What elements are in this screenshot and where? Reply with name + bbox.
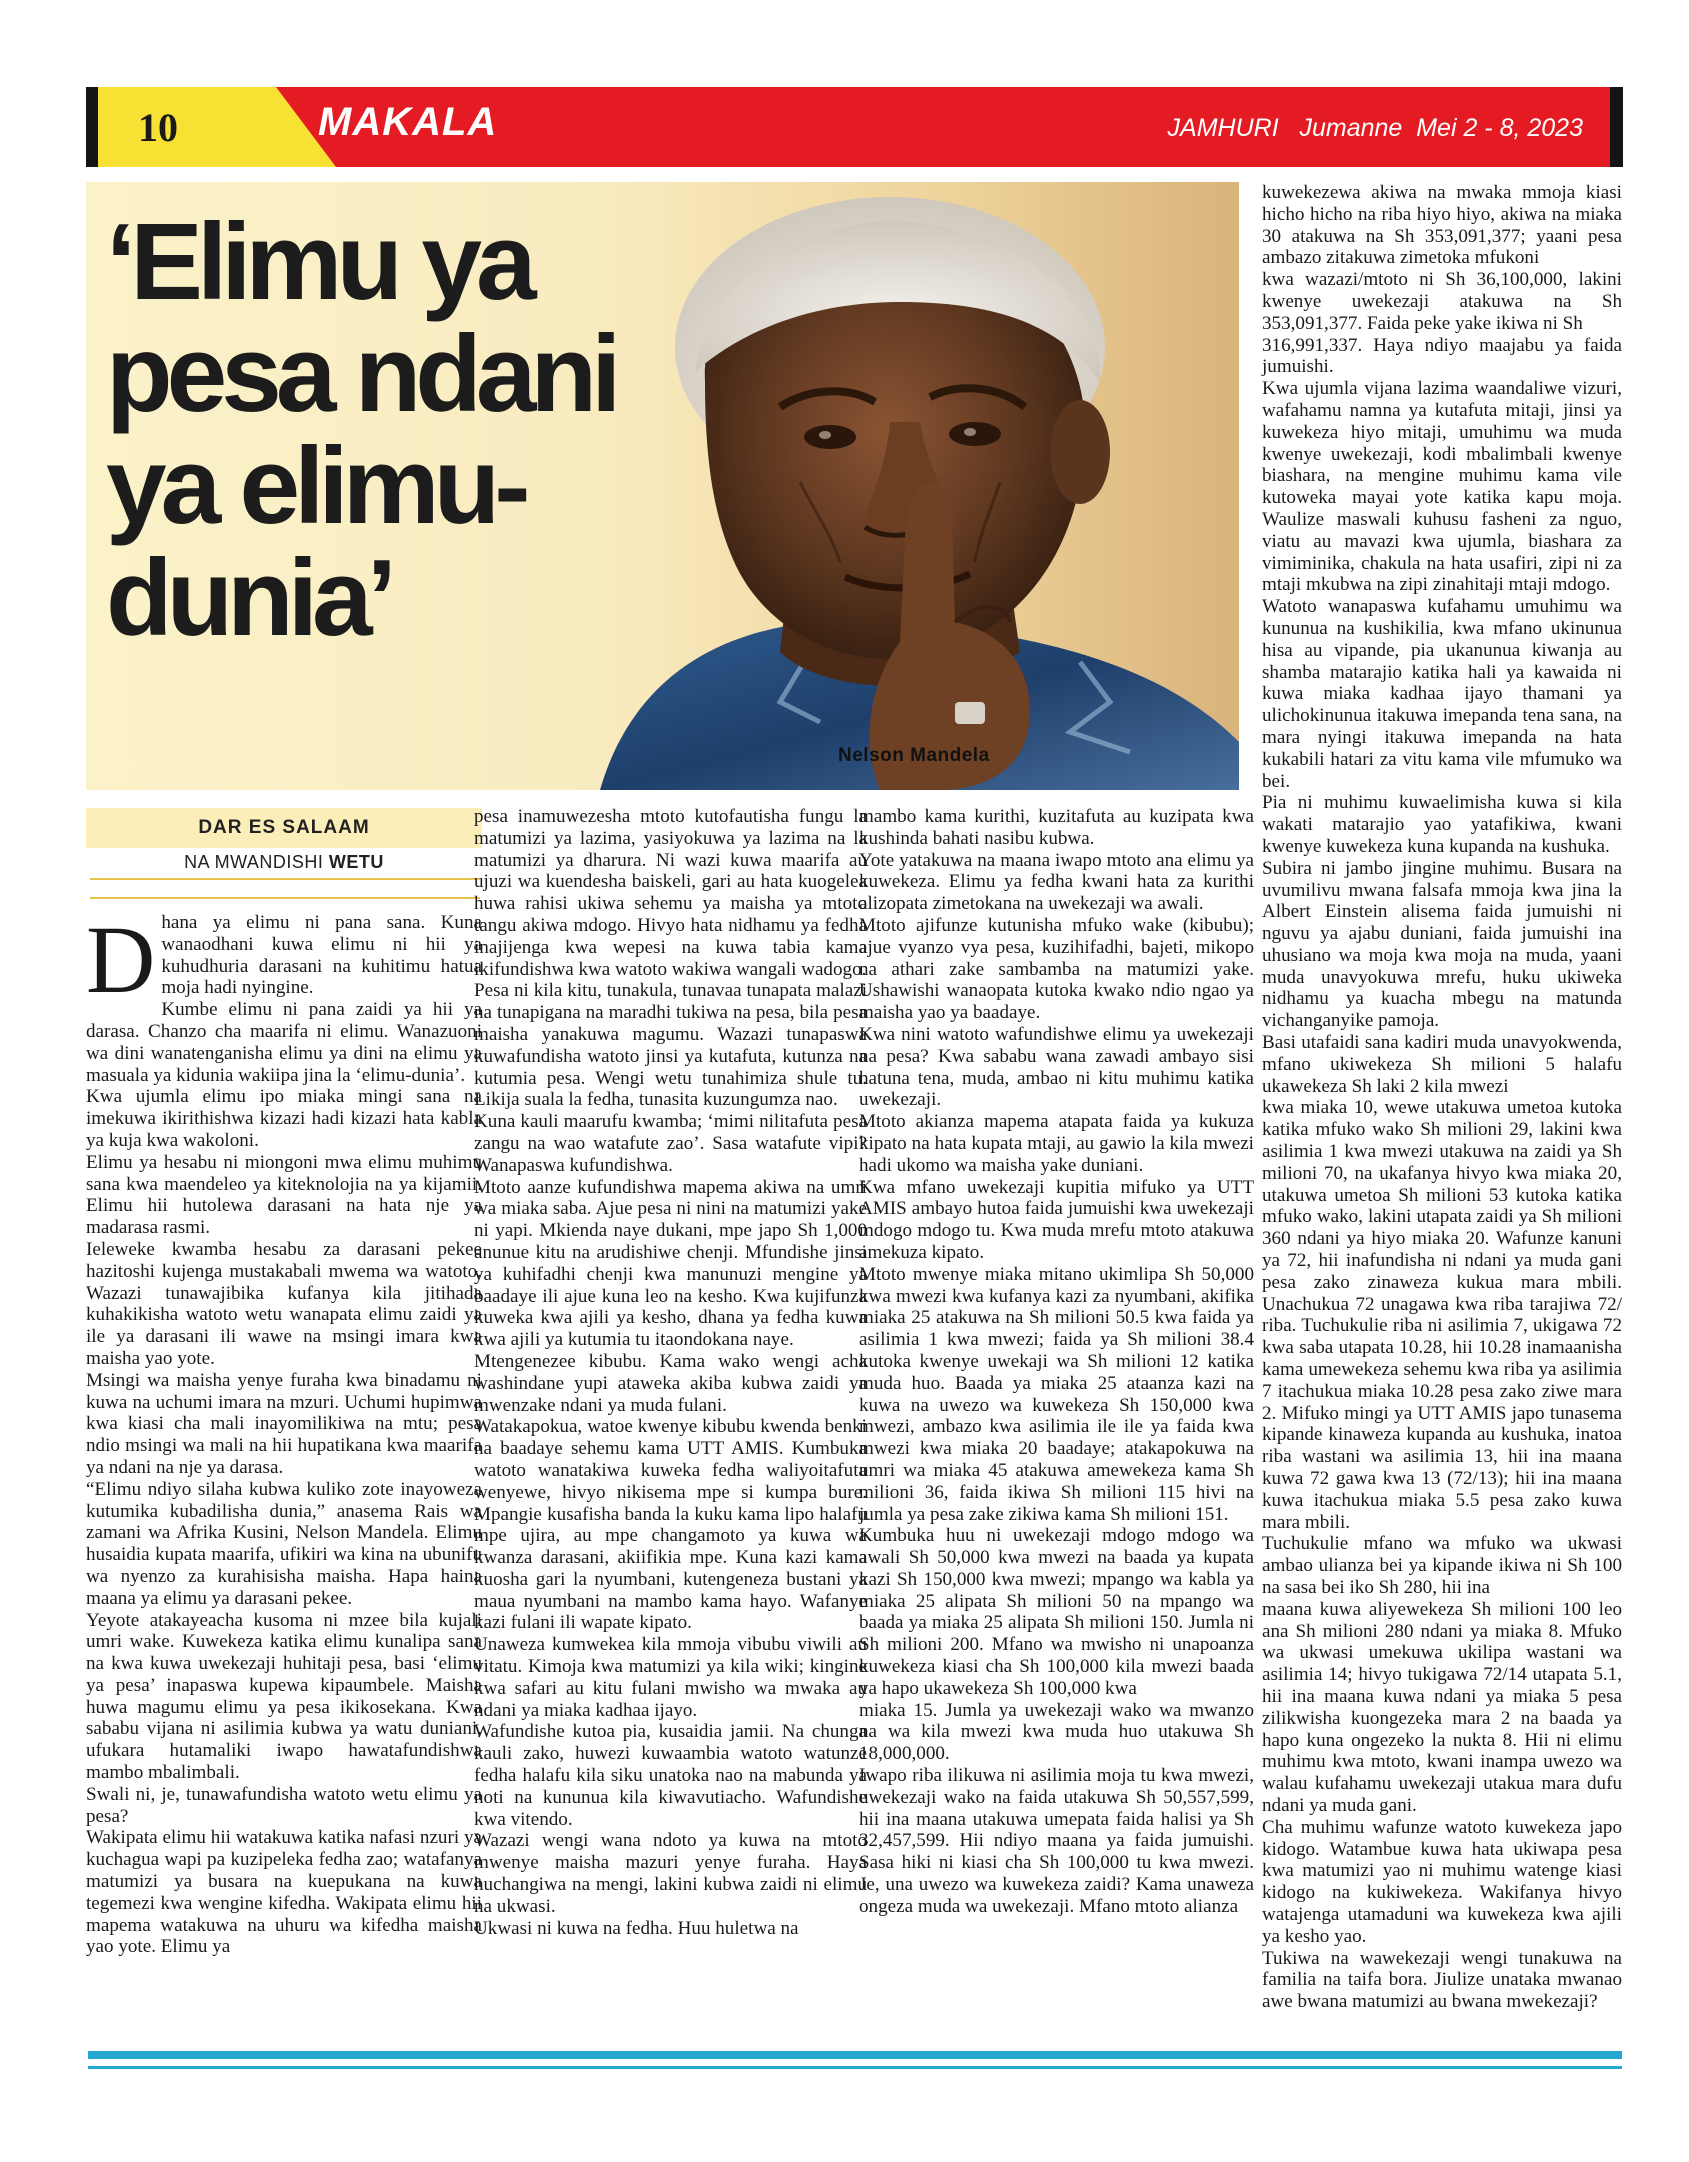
article-column-3: mambo kama kurithi, kuzitafuta au kuzipata kwa kushinda bahati nasibu kubwa. Yote yatakuwa na maana iwapo mtoto ana elimu ya kuwekeza. Elimu ya fedha kwani hata za kurithi alizopata zimetokana na uwekezaji wa awali. Mtoto ajifunze kutunisha mfuko wake (kibubu); ajue vyanzo vya pesa, kuzihifadhi, bajeti, mikopo na athari zake sambamba na matumizi yake. Ushawishi wanaopata kutoka kwako ndio ngao ya maisha yao ya baadaye. Kwa nini watoto wafundishwe elimu ya uwekezaji na pesa? Kwa sababu wana zawadi ambayo sisi hatuna tena, muda, ambao ni kitu muhimu katika uwekezaji. Mtoto akianza mapema atapata faida ya kukuza kipato na hata kupata mtaji, au gawio la kila mwezi hadi ukomo wa maisha yake duniani. Kwa mfano uwekezaji kupitia mifuko ya UTT AMIS ambayo hutoa faida jumuishi kwa uwekezaji mdogo mdogo tu. Kwa muda mrefu mtoto atakuwa amekuza kipato. Mtoto mwenye miaka mitano ukimlipa Sh 50,000 kwa mwezi kwa kufanya kazi za nyumbani, akifika miaka 25 atakuwa na Sh milioni 50.5 kwa faida ya asilimia 1 kwa mwezi; faida ya Sh milioni 38.4 kutoka kwenye uwekaji wa Sh milioni 12 katika muda huo. Baada ya miaka 25 ataanza kazi na kuwa na uwezo wa kuwekeza Sh 150,000 kwa mwezi, ambazo kwa asilimia ile ile ya faida kwa mwezi kwa miaka 20 baadaye; atakapokuwa na umri wa miaka 45 atakuwa amewekeza kama Sh milioni 36, faida ikiwa Sh milioni 115 hivi na jumla ya pesa zake zikiwa kama Sh milioni 151. Kumbuka huu ni uwekezaji mdogo mdogo wa awali Sh 50,000 kwa mwezi na baada ya kupata kazi Sh 150,000 kwa mwezi; mpango wa kabla ya miaka 25 alipata Sh milioni 50 na mpango wa baada ya miaka 25 alipata Sh milioni 150. Jumla ni Sh milioni 200. Mfano wa mwisho ni unapoanza kuwekeza kiasi cha Sh 100,000 kila mwezi baada ya hapo ukawekeza Sh 100,000 kwa miaka 15. Jumla ya uwekezaji wako wa mwanzo na wa kila mwezi kwa muda huo utakuwa Sh 18,000,000. Iwapo riba ilikuwa ni asilimia moja tu kwa mwezi, uwekezaji wako na faida utakuwa Sh 50,557,599, hii ina maana utakuwa umepata faida halisi ya Sh 32,457,599. Hii ndiyo maana ya faida jumuishi. Sasa hiki ni kiasi cha Sh 100,000 tu kwa mwezi. Je, una uwezo wa kuwekeza zaidi? Kama unaweza ongeza muda wa uwekezaji. Mfano mtoto alianza (859, 806, 1254, 1917)
header-left-edge (86, 87, 98, 167)
article-col1-text: hana ya elimu ni pana sana. Kuna wanaodhani kuwa elimu ni hii ya kuhudhuria darasani na kuhitimu hatua moja hadi nyingine. Kumbe elimu ni pana zaidi ya hii ya darasa. Chanzo cha maarifa ni elimu. Wanazuoni wa dini wanatenganisha elimu ya dini na elimu ya masuala ya kidunia wakiipa jina la ‘elimu-dunia’. Kwa ujumla elimu ipo miaka mingi sana na imekuwa ikirithishwa kizazi hadi kizazi hata kabla ya kuja kwa wakoloni. Elimu ya hesabu ni miongoni mwa elimu muhimu sana kwa maendeleo ya kiteknolojia na ya kijamii. Elimu hii hutolewa darasani na hata nje ya madarasa rasmi. Ieleweke kwamba hesabu za darasani pekee hazitoshi kujenga mustakabali mwema wa watoto. Wazazi tunawajibika kufanya kila jitihada kuhakikisha watoto wetu wanapata elimu zaidi ya ile ya darasani ili wawe na msingi imara kwa maisha yao yote. Msingi wa maisha yenye furaha kwa binadamu ni kuwa na uchumi imara na mzuri. Uchumi hupimwa kwa kiasi cha mali inayomilikiwa na mtu; pesa ndio msingi wa mali na hii hupatikana kwa maarifa ya ndani na nje ya darasa. “Elimu ndiyo silaha kubwa kuliko zote inayoweza kutumika kubadilisha dunia,” anasema Rais wa zamani wa Afrika Kusini, Nelson Mandela. Elimu husaidia kupata maarifa, ufikiri wa kina na ubunifu wa nyenzo za kurahisisha maisha. Hapa haina maana ya elimu ya darasani pekee. Yeyote atakayeacha kusoma ni mzee bila kujali umri wake. Kuwekeza katika elimu kunalipa sana na kwa kuwa uwekezaji huhitaji pesa, basi ‘elimu ya pesa’ inapaswa kupewa kipaumbele. Maisha huwa magumu elimu ya pesa ikikosekana. Kwa sababu vijana ni asilimia kubwa ya watu duniani, ufukara hutamaliki iwapo hawatafundishwa mambo mbalimbali. Swali ni, je, tunawafundisha watoto wetu elimu ya pesa? Wakipata elimu hii watakuwa katika nafasi nzuri ya kuchagua wapi pa kuzipeleka fedha zao; watafanya matumizi ya busara na kuepukana na kuwa tegemezi kwa wengine kifedha. Wakipata elimu hii mapema watakuwa na uhuru wa kifedha maisha yao yote. Elimu ya (86, 912, 482, 1958)
page-number: 10 (138, 105, 178, 150)
photo-caption: Nelson Mandela (838, 745, 990, 766)
article-column-4: kuwekezewa akiwa na mwaka mmoja kiasi hicho hicho na riba hiyo hiyo, akiwa na miaka 30 atakuwa na Sh 353,091,377; yaani pesa ambazo zitakuwa zimetoka mfukoni kwa wazazi/mtoto ni Sh 36,100,000, lakini kwenye uwekezaji atakuwa na Sh 353,091,377. Faida peke yake ikiwa ni Sh 316,991,337. Haya ndiyo maajabu ya faida jumuishi. Kwa ujumla vijana lazima waandaliwe vizuri, wafahamu namna ya kutafuta mitaji, jinsi ya kuwekeza hiyo mitaji, umuhimu wa muda kwenye uwekezaji, kodi mbalimbali kwenye biashara, na mengine muhimu kama vile kutoweka mayai yote katika kapu moja. Waulize maswali kuhusu fasheni za nguo, viatu au mavazi kwa ujumla, biashara za vimiminika, chakula na hata usafiri, zipi ni za mtaji mkubwa na zipi zinahitaji mtaji mdogo. Watoto wanapaswa kufahamu umuhimu wa kununua na kushikilia, kwa mfano ukinunua hisa au vipande, pia ukanunua kiwanja au shamba matarajio katika hali ya kawaida ni kuwa miaka kadhaa ijayo thamani ya ulichokinunua itakuwa imepanda tena sana, na mara nyingi itakuwa imepanda na hata kukabili hatari za vitu kama vile mfumuko wa bei. Pia ni muhimu kuwaelimisha kuwa si kila wakati matarajio yao yatafikiwa, kwani kwenye kuwekeza kuna kupanda na kushuka. Subira ni jambo jingine muhimu. Busara na uvumilivu mwana falsafa mmoja kwa jina la Albert Einstein alisema faida jumuishi ni nguvu ya ajabu duniani, faida jumuishi ina uhusiano wa moja kwa moja na muda, yaani muda unavyokuwa mrefu, huku ukiweka nidhamu ya kuacha mbegu na matunda vichanganyike pamoja. Basi utafaidi sana kadiri muda unavyokwenda, mfano ukiwekeza Sh milioni 5 halafu ukawekeza Sh laki 2 kila mwezi kwa miaka 10, wewe utakuwa umetoa kutoka katika mfuko wako Sh milioni 29, lakini kwa asilimia 1 kwa mwezi utakuwa na zaidi ya Sh milioni 70, na ukafanya hivyo kwa miaka 20, utakuwa umetoa Sh milioni 53 kutoka katika mfuko wako, lakini utapata zaidi ya Sh milioni 360 ndani ya hiyo miaka 20. Wafunze kanuni ya 72, hii inafundisha ni ndani ya muda gani pesa zako zinaweza kukua mara mbili. Unachukua 72 unagawa kwa riba tarajiwa 72/ riba. Tuchukulie riba ni asilimia 7, ukigawa 72 kwa saba utapata 10.28, hii 10.28 inamaanisha kama umewekeza sehemu kwa riba ya asilimia 7 itachukua miaka 10.28 pesa zako ziwe mara 2. Mifuko mingi ya UTT AMIS japo tunasema kipande kinaweza kupanda au kushuka, inatoa riba wastani wa asilimia 13, hii ina maana kuwa 72 gawa kwa 13 (72/13); hii ina maana kuwa itachukua miaka 5.5 pesa zako kuwa mara mbili. Tuchukulie mfano wa mfuko wa ukwasi ambao ulianza bei ya kipande ikiwa ni Sh 100 na sasa bei iko Sh 280, hii ina maana kuwa aliyewekeza Sh milioni 100 leo ana Sh milioni 280 ndani ya miaka 8. Mfuko wa ukwasi umekuwa ukilipa wastani wa asilimia 14; hivyo tukigawa 72/14 utapata 5.1, hii ina maana kuwa ndani ya miaka 5 pesa zilikwisha kuongezeka mara 2 na baada ya hapo kuna ongezeko la nukta 8. Hii ni elimu muhimu kwa mtoto, kwani inampa uwezo wa walau kufahamu uwekezaji utakua mara dufu ndani ya muda gani. Cha muhimu wafunze watoto kuwekeza japo kidogo. Watambue kuwa hata ukiwapa pesa kwa matumizi yao ni muhimu watenge kiasi kidogo na kukiwekeza. Wakifanya hivyo watajenga utamaduni wa kuwekeza kwa ajili ya kesho yao. Tukiwa na wawekezaji wengi tunakuwa na familia na taifa bora. Jiulize unataka mwanao awe bwana matumizi au bwana mwekezaji? (1262, 182, 1622, 2013)
article-column-1 (86, 906, 482, 1958)
byline-author: WETU (328, 852, 384, 872)
author-byline (86, 852, 482, 873)
footer-rule-thick (88, 2051, 1622, 2059)
header-right-edge (1610, 87, 1623, 167)
byline-rule-top (90, 878, 480, 880)
drop-cap: D (86, 906, 156, 1013)
byline-prefix: NA MWANDISHI (184, 852, 329, 872)
dateline: DAR ES SALAAM (86, 808, 482, 848)
publication-date: JAMHURI Jumanne Mei 2 - 8, 2023 (1167, 114, 1583, 142)
portrait-photo (560, 182, 1239, 790)
headline: ‘Elimu ya pesa ndani ya elimu-dunia’ (106, 201, 616, 659)
article-column-2: pesa inamuwezesha mtoto kutofautisha fungu la matumizi ya lazima, yasiyokuwa ya lazima na la matumizi ya dharura. Ni wazi kuwa maarifa au ujuzi wa kuendesha baiskeli, gari au hata kuogelea huwa rahisi ukiwa sehemu ya maisha ya mtoto tangu akiwa mdogo. Hivyo hata nidhamu ya fedha inajijenga kwa wepesi na kuwa tabia kama ikifundishwa kwa watoto wakiwa wangali wadogo. Pesa ni kila kitu, tunakula, tunavaa tunapata malazi na tunapigana na maradhi tukiwa na pesa, bila pesa maisha yanakuwa magumu. Wazazi tunapaswa kuwafundisha watoto jinsi ya kutafuta, kutunza na kutumia pesa. Wengi wetu tunahimiza shule tu. Likija suala la fedha, tunasita kuzungumza nao. Kuna kauli maarufu kwamba; ‘mimi nilitafuta pesa zangu na wao watafute zao’. Sasa watafute vipi? Wanapaswa kufundishwa. Mtoto aanze kufundishwa mapema akiwa na umri wa miaka saba. Ajue pesa ni nini na matumizi yake ni yapi. Mkienda naye dukani, mpe japo Sh 1,000 anunue kitu na arudishiwe chenji. Mfundishe jinsi ya kuhifadhi chenji kwa manunuzi mengine ya baadaye ili ajue kuna leo na kesho. Kwa kujifunza kuweka kwa ajili ya kesho, dhana ya fedha kuwa kwa ajili ya kutumia tu itaondokana naye. Mtengenezee kibubu. Kama wako wengi acha washindane yupi ataweka akiba kubwa zaidi ya mwenzake ndani ya muda fulani. Watakapokua, watoe kwenye kibubu kwenda benki na baadaye sehemu kama UTT AMIS. Kumbuka watoto wanatakiwa kuweka fedha waliyoitafuta wenyewe, hivyo nikisema mpe si kumpa bure. Mpangie kusafisha banda la kuku kama lipo halafu mpe ujira, au mpe changamoto ya kuwa wa kwanza darasani, akiifikia mpe. Kuna kazi kama kuosha gari la nyumbani, kutengeneza bustani ya maua nyumbani na mambo kama hayo. Wafanye kazi fulani ili wapate kipato. Unaweza kumwekea kila mmoja vibubu viwili au vitatu. Kimoja kwa matumizi ya kila wiki; kingine kwa safari au kitu fulani mwisho wa mwaka au ndani ya miaka kadhaa ijayo. Wafundishe kutoa pia, kusaidia jamii. Na chunga kauli zako, huwezi kuwaambia watoto watunze fedha halafu kila siku unatoka nao na mabunda ya noti na kununua kila kiwavutiacho. Wafundishe kwa vitendo. Wazazi wengi wana ndoto ya kuwa na mtoto mwenye maisha mazuri yenye furaha. Haya huchangiwa na mengi, lakini kubwa zaidi ni elimu na ukwasi. Ukwasi ni kuwa na fedha. Huu huletwa na (474, 806, 867, 1939)
footer-rule-thin (88, 2066, 1622, 2069)
section-title: MAKALA (318, 100, 498, 144)
byline-rule-bottom (90, 897, 480, 899)
